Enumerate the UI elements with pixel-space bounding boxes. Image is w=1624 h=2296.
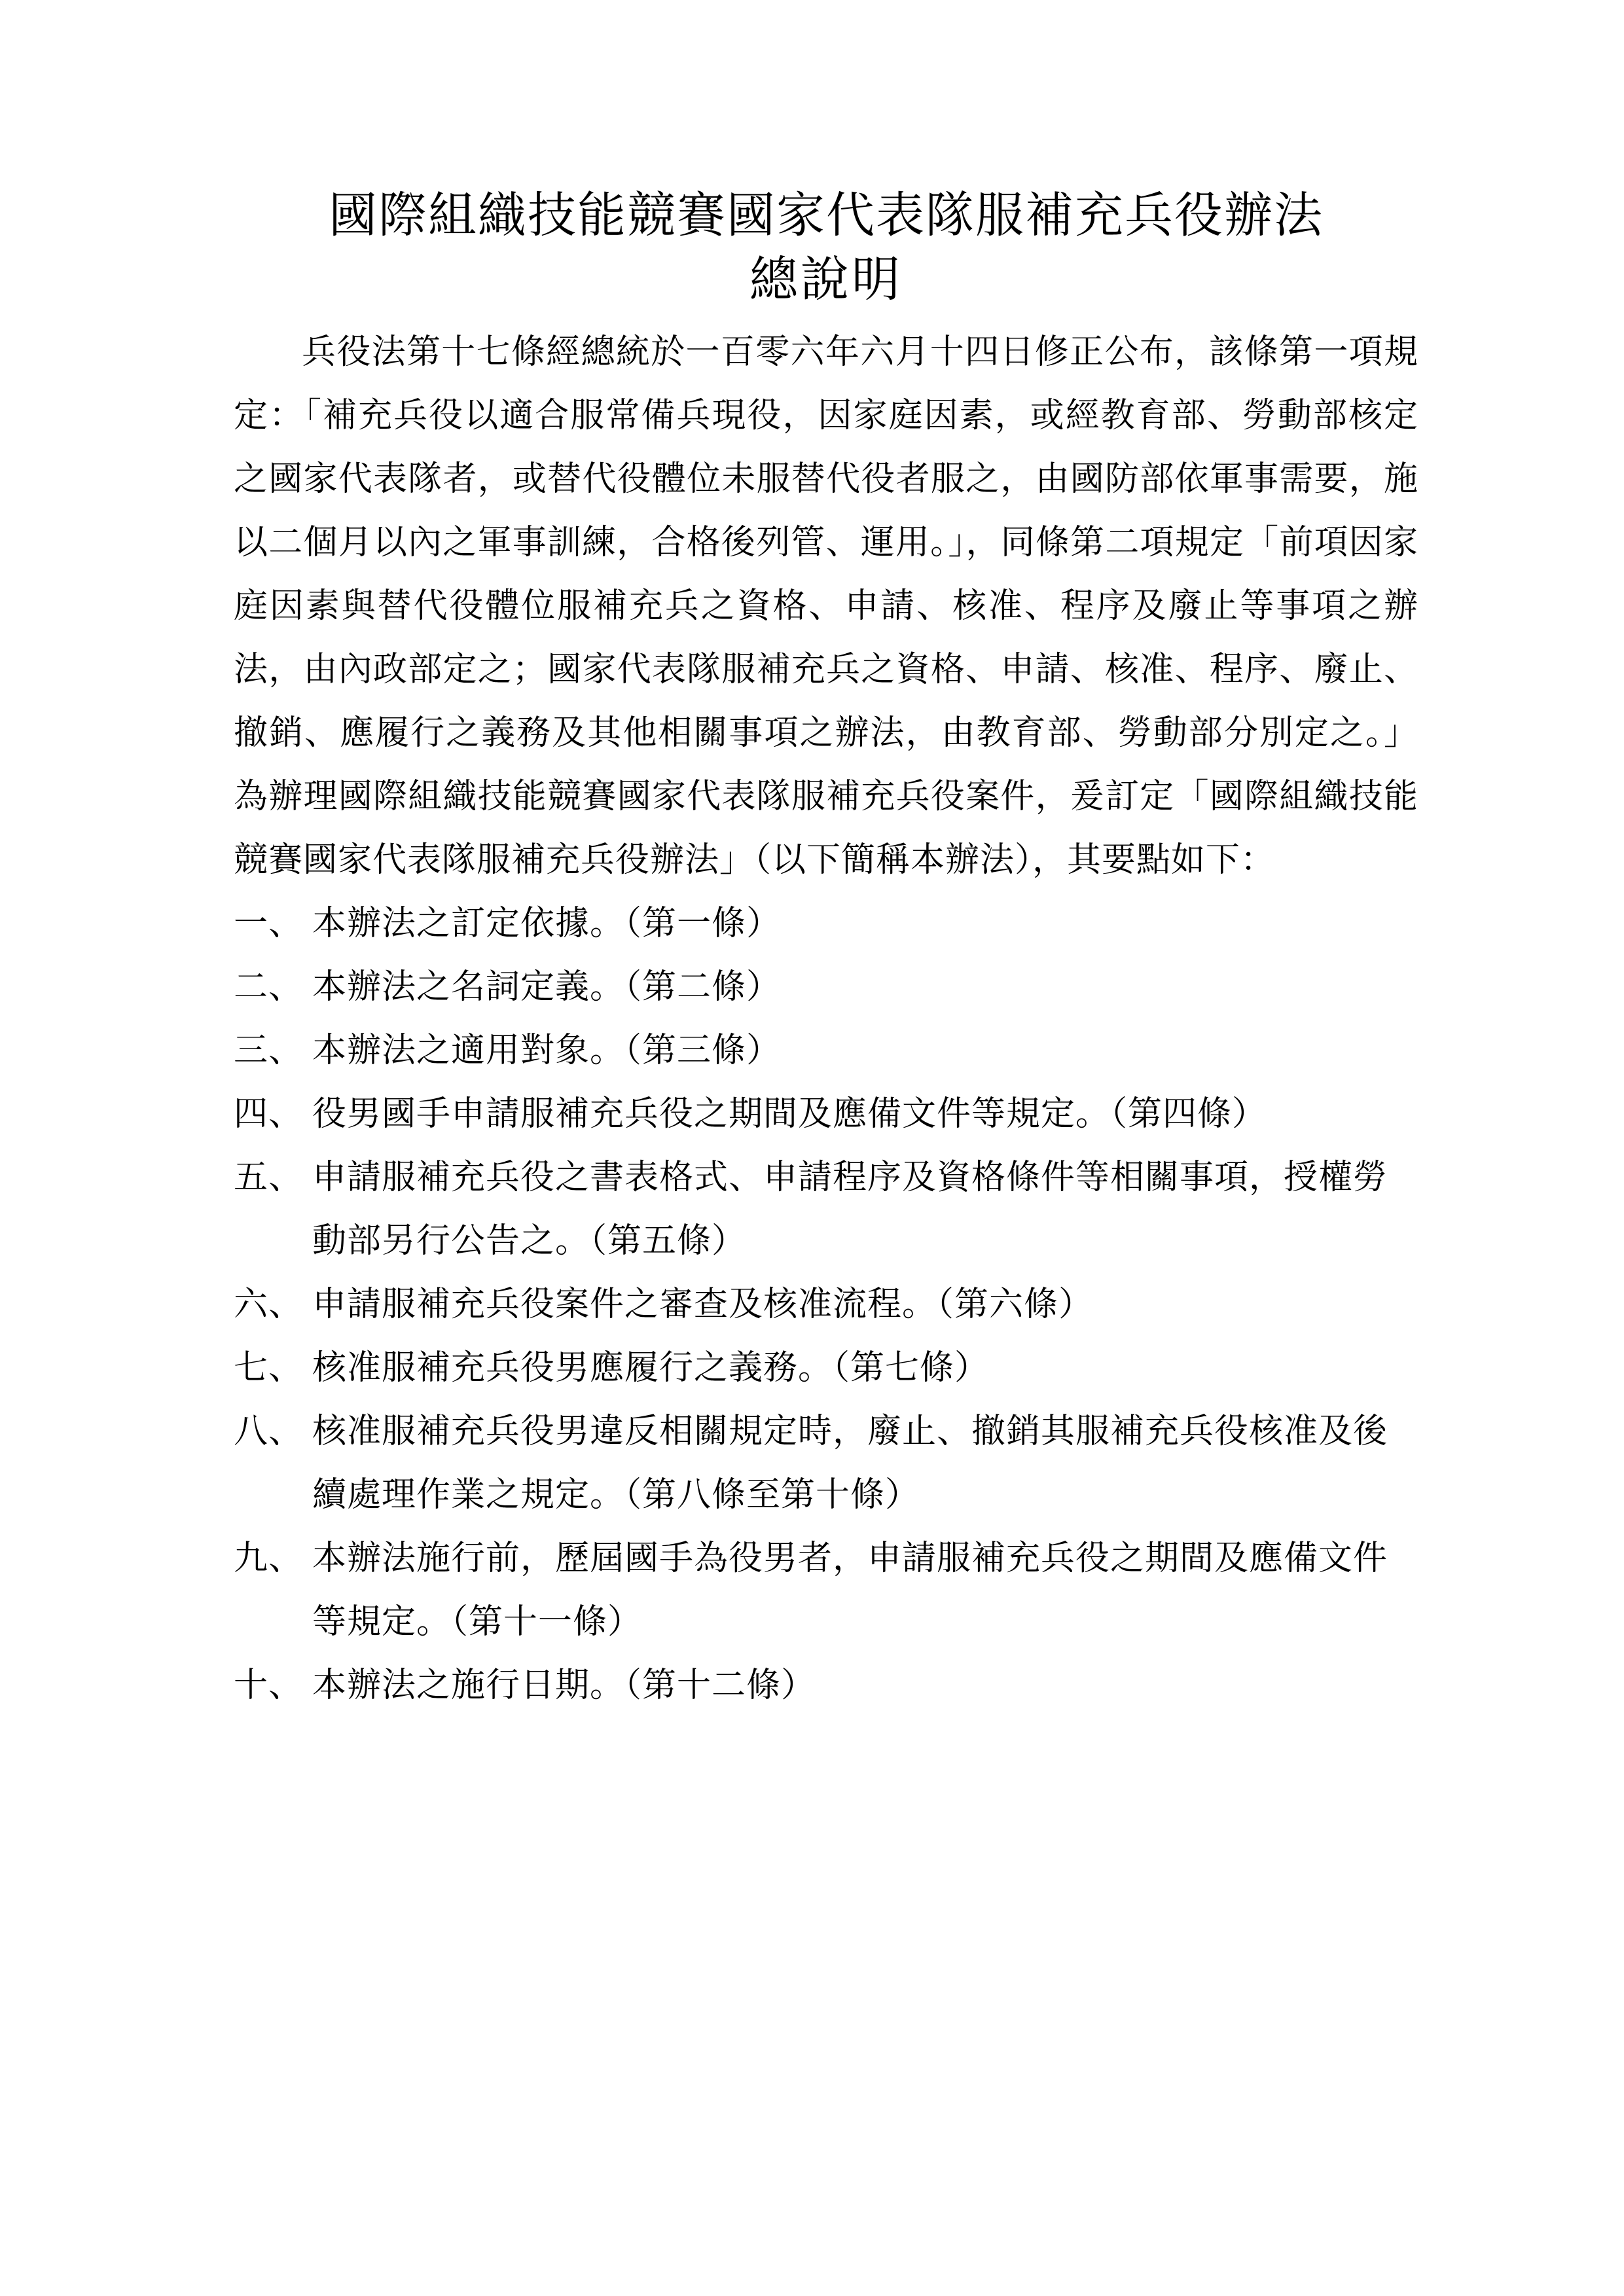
list-item-number: 九、: [234, 1539, 304, 1578]
list-item-number: 七、: [234, 1348, 304, 1388]
list-item-text: 核准服補充兵役男違反相關規定時，廢止、撤銷其服補充兵役核准及後續處理作業之規定。（第八條至第十條）: [312, 1412, 1388, 1515]
list-item: [234, 1083, 1418, 1146]
list-item-number: 二、: [234, 967, 304, 1007]
list-item: [234, 1400, 1418, 1527]
list-item: [234, 956, 1418, 1019]
list-item-text: 役男國手申請服補充兵役之期間及應備文件等規定。（第四條）: [312, 1094, 1267, 1134]
list-item-text: 本辦法之名詞定義。（第二條）: [312, 967, 782, 1007]
list-item: [234, 892, 1418, 956]
list-item-text: 本辦法之施行日期。（第十二條）: [312, 1666, 816, 1705]
list-item-text: 本辦法之適用對象。（第三條）: [312, 1031, 782, 1070]
list-item-number: 三、: [234, 1031, 304, 1070]
list-item-number: 十、: [234, 1666, 304, 1705]
document-title: 國際組織技能競賽國家代表隊服補充兵役辦法: [329, 187, 1324, 243]
intro-paragraph: 兵役法第十七條經總統於一百零六年六月十四日修正公布，該條第一項規定：「補充兵役以適合服常備兵現役，因家庭因素，或經教育部、勞動部核定之國家代表隊者，或替代役體位未服替代役者服之，由國防部依軍事需要，施以二個月以內之軍事訓練，合格後列管、運用。」，同條第二項規定「前項因家庭因素與替代役體位服補充兵之資格、申請、核准、程序及廢止等事項之辦法，由內政部定之；國家代表隊服補充兵之資格、申請、核准、程序、廢止、撤銷、應履行之義務及其他相關事項之辦法，由教育部、勞動部分別定之。」為辦理國際組織技能競賽國家代表隊服補充兵役案件，爰訂定「國際組織技能競賽國家代表隊服補充兵役辦法」（以下簡稱本辦法），其要點如下：: [234, 332, 1418, 880]
list-item-number: 一、: [234, 904, 304, 943]
list-item-text: 申請服補充兵役之書表格式、申請程序及資格條件等相關事項，授權勞動部另行公告之。（第五條）: [312, 1158, 1388, 1261]
list-item: [234, 1336, 1418, 1400]
list-item-number: 四、: [234, 1094, 304, 1134]
list-item: [234, 1654, 1418, 1717]
list-item: [234, 1527, 1418, 1654]
list-item-text: 本辦法之訂定依據。（第一條）: [312, 904, 782, 943]
list-item: [234, 1273, 1418, 1336]
list-item: [234, 1146, 1418, 1273]
list-item-text: 本辦法施行前，歷屆國手為役男者，申請服補充兵役之期間及應備文件等規定。（第十一條）: [312, 1539, 1388, 1641]
list-item-number: 五、: [234, 1158, 304, 1197]
document-subtitle: 總說明: [749, 251, 903, 308]
list-item-number: 八、: [234, 1412, 304, 1451]
document-page: [234, 183, 1418, 1717]
key-points-list: [234, 892, 1418, 1717]
list-item: [234, 1019, 1418, 1083]
list-item-number: 六、: [234, 1285, 304, 1324]
list-item-text: 核准服補充兵役男應履行之義務。（第七條）: [312, 1348, 990, 1388]
list-item-text: 申請服補充兵役案件之審查及核准流程。（第六條）: [312, 1285, 1094, 1324]
